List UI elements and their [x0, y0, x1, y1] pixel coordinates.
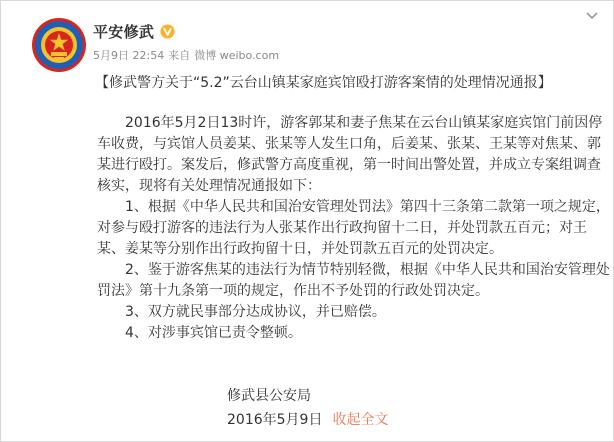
source-prefix: 来自	[168, 49, 191, 62]
post-paragraph: 1、根据《中华人民共和国治安管理处罚法》第四十三条第二款第一项之规定，对参与殴打游客的违法行为人张某作出行政拘留十二日，并处罚款五百元；对王某、姜某等分别作出行政拘留十日，并处罚款五百元的处罚决定。	[97, 199, 610, 257]
verified-badge-icon	[160, 24, 175, 39]
collapse-full-text-link[interactable]: 收起全文	[332, 412, 389, 428]
account-header	[93, 21, 175, 41]
post-footer	[227, 409, 388, 429]
post-body	[97, 113, 611, 344]
post-paragraph: 2、鉴于游客焦某的违法行为情节特别轻微，根据《中华人民共和国治安管理处罚法》第十九条第一项的规定，作出不予处罚的行政处罚决定。	[97, 262, 610, 299]
account-name[interactable]: 平安修武	[93, 22, 155, 41]
post-title: 【修武警方关于“5.2”云台山镇某家庭宾馆殴打游客案情的处理情况通报】	[95, 75, 552, 91]
police-badge-icon[interactable]	[31, 17, 87, 73]
post-signature: 修武县公安局	[227, 388, 311, 404]
post-paragraph: 3、双方就民事部分达成协议，并已赔偿。	[125, 304, 386, 320]
post-meta	[93, 47, 279, 63]
source-client-link[interactable]: 微博 weibo.com	[194, 49, 280, 62]
post-paragraph: 2016年5月2日13时许，游客郭某和妻子焦某在云台山镇某家庭宾馆门前因停车收费，与宾馆人员姜某、张某等人发生口角，后姜某、张某、王某等对焦某、郭某进行殴打。案发后，修武警方高度重视，第一时间出警处置，并成立专案组调查核实，现将有关处理情况通报如下：	[97, 115, 603, 194]
post-time[interactable]: 5月9日 22:54	[93, 49, 165, 62]
post-date: 2016年5月9日	[227, 412, 323, 428]
post-paragraph: 4、对涉事宾馆已责令整顿。	[125, 325, 302, 341]
chevron-down-icon[interactable]	[585, 11, 599, 21]
